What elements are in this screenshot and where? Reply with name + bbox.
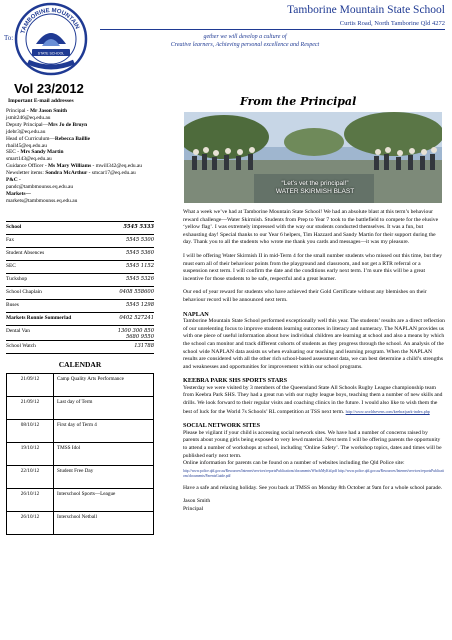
staff-entry: P&C - pandc@tambmounss.eq.edu.au [6,177,74,190]
photo-caption [260,180,370,196]
principal-heading: From the Principal [240,95,357,108]
calendar-table [6,373,154,535]
to-label: To: [4,34,14,42]
social-heading: SOCIAL NETWORK SITES [183,422,261,430]
calendar-row: 26/10/12 Interschool Netball [7,512,154,535]
email-heading: Important E-mail addresses [8,98,74,104]
header-divider [100,29,445,30]
calendar-row: 21/09/12 Camp Quality Arts Performance [7,374,154,397]
staff-email[interactable]: markets@tambmounss.eq.edu.au [6,197,78,204]
staff-email[interactable]: jdebr3@eq.edu.au [6,128,46,135]
calendar-row: 26/10/12 Interschool Sports—League [7,489,154,512]
calendar-title: CALENDAR [58,360,102,369]
school-address: Curtis Road, North Tamborine Qld 4272 [339,20,445,27]
paragraph: Tamborine Mountain State School performed exceptionally well this year. The students’ results are a direct reflection of our unrelenting focus to improve students learning outcomes in literacy and numeracy. The NAPLAN provides us with one piece of useful information about how individual children are learning at school and also a means by which the school can monitor and track different cohorts of students as they progress through the school. An analysis of the school wide NAPLAN data assists us when evaluating our teaching and learning program. When the NAPLAN results are considered with all the other rich school-based assessment data, we can best determine a child’s strengths and weaknesses and opportunities for improvement within our school programs. [183,318,445,370]
staff-email[interactable]: - smcar17@eq.edu.au [87,170,136,177]
school-motto [130,33,360,49]
staff-email[interactable]: - mwill342@eq.edu.au [91,163,142,170]
signature-name: Jason Smith [183,498,211,505]
contact-row: Dental Van 1300 300 850 5680 9550 [6,328,154,340]
staff-entry: Newsletter items: Sondra McArthur - smcar17@eq.edu.au [6,170,136,177]
staff-entry: Markets— markets@tambmounss.eq.edu.au [6,190,78,204]
svg-text:STATE SCHOOL: STATE SCHOOL [37,51,65,56]
staff-entry: Deputy Principal—Mrs Jo de Bruyn jdebr3@eq.edu.au [6,121,88,135]
staff-entry: Principal - Mr Jason Smith jsmit246@eq.edu.au [6,108,67,121]
contact-numbers [6,221,154,354]
paragraph: Please be vigilant if your child is accessing social network sites. We have had a number of concerns raised by parents about young girls being exposed to very lewd material. Next term I will be offering parents the opportunity to attend a number of workshops at school, including ‘Online Safety’. The workshop topics, dates and times will be published early next term. Online information for parents can be found on a number of websites including the Qld Police site: [183,429,442,467]
staff-email[interactable]: pandc@tambmounss.eq.edu.au [6,183,74,190]
contact-row: Tuckshop 5545 5326 [6,274,154,287]
calendar-row: 22/10/12 Student Free Day [7,466,154,489]
caption-line-2: WATER SKIRMISH BLAST [275,188,355,195]
motto-line-2: Creative learners, Achieving personal excellence and Respect [170,42,320,48]
school-logo [14,2,88,76]
staff-entry: Head of Curriculum—Rebecca Baillie rbail45@eq.edu.au [6,135,90,149]
calendar-row: 08/10/12 First day of Term 4 [7,420,154,443]
staff-entry: Guidance Officer - Ms Mary Williams - mwill342@eq.edu.au [6,163,142,170]
main-content [183,209,445,514]
naplan-heading: NAPLAN [183,310,209,318]
volume-number: Vol 23/2012 [14,81,84,96]
paragraph: Our end of year reward for students who have achieved their Gold Certificate without any blemishes on their behaviour record will be announced next term. [183,289,427,303]
paragraph: Yesterday we were visited by 3 members of the Queensland State All Schools Rugby League championship team from Keebra Park SHS. They had a great run with our rugby league boys, teaching them a number of new skills and drills. We look forward to their regular visits and coaching clinics in the future. I would also like to wish them the best of luck for the World 7s Schools’ RL competition at TSS next term. http://www.worldsevens.com/keebra/park-index.php [183,384,443,415]
staff-email[interactable]: smart143@eq.edu.au [6,156,52,163]
paragraph: What a week we’ve had at Tamborine Mountain State School! We had an absolute blast at this term’s behaviour reward challenge—Water Skirmish. Students from Prep to Year 7 took to the battlefield to compete for the elusive ‘yellow flag’. I was extremely impressed with the way our students conducted themselves. It was a fun, but exhausting day! Special thanks to our Year 6 helpers, Tim Hazzard and Sandy Martin for their support during the day. Thank you to all the students who wrote me thank you cards and messages—it was my pleasure. [183,209,439,246]
contact-row: Buses 5545 1298 [6,300,154,313]
calendar-row: 19/10/12 TMSS Idol [7,443,154,466]
contact-row: School 5545 5333 [6,222,154,235]
paragraph: Have a safe and relaxing holiday. See you back at TMSS on Monday 8th October at 9am for a whole school parade. [183,484,443,491]
staff-list [6,108,156,205]
school-name: Tamborine Mountain State School [287,4,445,16]
contact-row: School Watch 131788 [6,341,154,354]
police-links[interactable]: http://www.police.qld.gov.au/Resources/Internet/services/reportsPublications/documents/WhoIsMyKid.pdf http://www.police.qld.gov.au/Resources/Internet/services/reportsPublications/documents/ParentsGuide.pdf [183,468,444,478]
staff-email[interactable]: jsmit246@eq.edu.au [6,114,51,121]
contact-row: Student Absences 5545 5360 [6,248,154,261]
signature-title: Principal [183,506,204,512]
staff-email[interactable]: rbail45@eq.edu.au [6,142,47,149]
contact-row: SEC 5545 1152 [6,261,154,274]
contact-row: Markets Ronnie Sommerlad 0402 527241 [6,313,154,326]
motto-line-1: gether we will develop a culture of [203,34,287,40]
calendar-row: 21/09/12 Last day of Term [7,397,154,420]
caption-line-1: “Let’s vet the principal!” [281,180,349,187]
contact-row: Fax 5545 5300 [6,235,154,248]
keebra-heading: KEEBRA PARK SHS SPORTS STARS [183,377,288,385]
staff-entry: SEC - Mrs Sandy Martin smart143@eq.edu.au [6,149,64,163]
paragraph: I will be offering Water Skirmish II in mid-Term 4 for the small number students who missed out this time, but they must earn all of their behaviour points from the playground and classroom, and not get a RTR referral or a suspension next term. I will confirm the date and the conditions early next term. I’m sure this will be a great incentive for those students to be safe, respectful and a great learner. [183,252,443,282]
keebra-link[interactable]: http://www.worldsevens.com/keebra/park-index.php [345,408,430,414]
svg-text:TAMBORINE MOUNTAIN: TAMBORINE MOUNTAIN [20,7,80,35]
contact-row: School Chaplain 0408 558600 [6,287,154,300]
